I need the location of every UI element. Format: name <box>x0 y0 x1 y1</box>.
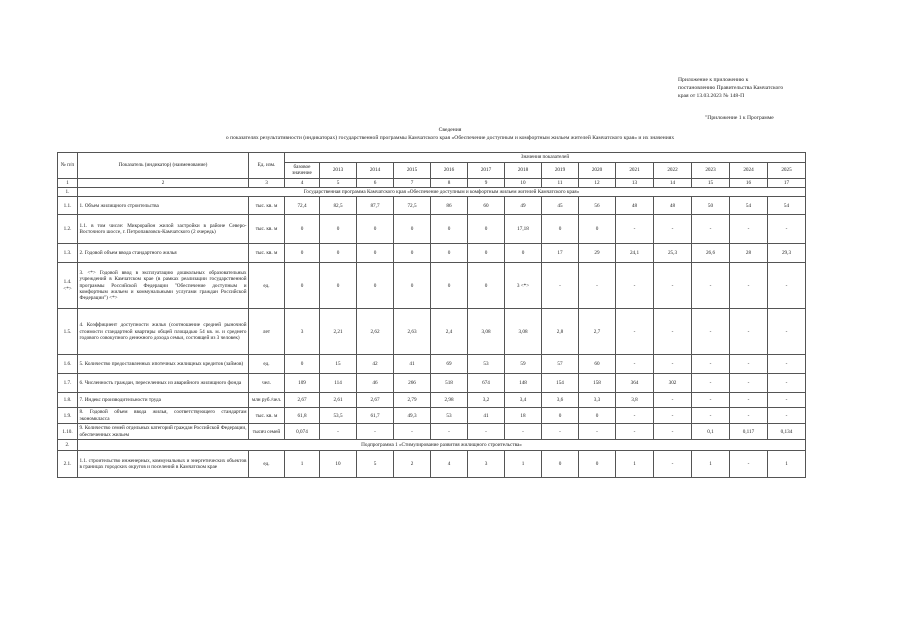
row-number: 1.9. <box>58 408 78 424</box>
value-cell: 2,67 <box>357 393 394 408</box>
indicators-table <box>57 152 806 478</box>
year-header-cell: 2014 <box>357 163 394 179</box>
row-number: 2.1. <box>58 451 78 478</box>
value-cell: 0 <box>357 263 394 309</box>
value-cell: 45 <box>542 197 579 215</box>
column-number-cell: 3 <box>249 178 285 187</box>
value-cell: 0 <box>431 263 468 309</box>
value-cell: - <box>768 215 806 244</box>
value-cell: 60 <box>579 355 616 374</box>
table-row <box>58 424 806 440</box>
appendix-line: постановлению Правительства Камчатского <box>678 85 784 91</box>
title-line: Сведения <box>438 127 462 133</box>
value-cell: - <box>654 309 692 355</box>
value-cell: 0 <box>285 244 320 263</box>
appendix-note <box>678 76 868 100</box>
value-cell: - <box>468 424 505 440</box>
value-cell: - <box>579 424 616 440</box>
value-cell: 2 <box>394 451 431 478</box>
value-cell: 2,7 <box>579 309 616 355</box>
unit-cell: тыс. кв. м <box>249 197 285 215</box>
year-header-cell: 2018 <box>505 163 542 179</box>
value-cell: 0 <box>542 451 579 478</box>
year-header-cell: 2021 <box>616 163 654 179</box>
value-cell: 82,5 <box>320 197 357 215</box>
value-cell: 1 <box>505 451 542 478</box>
unit-cell: ед. <box>249 263 285 309</box>
unit-cell: чел. <box>249 374 285 393</box>
value-cell: - <box>768 393 806 408</box>
value-cell: - <box>768 309 806 355</box>
value-cell: 49,3 <box>394 408 431 424</box>
value-cell: 41 <box>468 408 505 424</box>
value-cell: 3,6 <box>542 393 579 408</box>
value-cell: 0 <box>394 263 431 309</box>
column-number-cell: 12 <box>579 178 616 187</box>
value-cell: - <box>730 355 768 374</box>
table-row <box>58 408 806 424</box>
value-cell: 86 <box>431 197 468 215</box>
value-cell: 3,3 <box>579 393 616 408</box>
table-row <box>58 215 806 244</box>
value-cell: 72,4 <box>285 197 320 215</box>
value-cell: - <box>730 408 768 424</box>
value-cell: - <box>320 424 357 440</box>
value-cell: 1 <box>768 451 806 478</box>
value-cell: - <box>579 263 616 309</box>
value-cell: - <box>730 263 768 309</box>
value-cell: 674 <box>468 374 505 393</box>
value-cell: 2,8 <box>542 309 579 355</box>
value-cell: 2,79 <box>394 393 431 408</box>
header-cell: Ед. изм. <box>249 153 285 179</box>
value-cell: 3,08 <box>468 309 505 355</box>
value-cell: 48 <box>654 197 692 215</box>
unit-cell: ед. <box>249 355 285 374</box>
header-cell: базовое значение <box>285 163 320 179</box>
row-number: 2. <box>58 440 78 451</box>
value-cell: 69 <box>431 355 468 374</box>
row-number: 1.2. <box>58 215 78 244</box>
value-cell: 2,67 <box>285 393 320 408</box>
value-cell: 2,4 <box>431 309 468 355</box>
value-cell: 1 <box>692 451 730 478</box>
unit-cell: ед. <box>249 451 285 478</box>
value-cell: - <box>768 408 806 424</box>
section-title: Подпрограмма 1 «Стимулирование развития жилищного строительства» <box>78 440 806 451</box>
value-cell: 0 <box>285 215 320 244</box>
row-number: 1.1. <box>58 197 78 215</box>
column-number-cell: 1 <box>58 178 78 187</box>
value-cell: 54 <box>730 197 768 215</box>
value-cell: 0 <box>320 244 357 263</box>
value-cell: - <box>768 263 806 309</box>
value-cell: 0 <box>394 244 431 263</box>
value-cell: 114 <box>320 374 357 393</box>
value-cell: 3,4 <box>505 393 542 408</box>
year-header-cell: 2017 <box>468 163 505 179</box>
value-cell: - <box>730 451 768 478</box>
unit-cell: тысяч семей <box>249 424 285 440</box>
value-cell: - <box>730 374 768 393</box>
year-header-cell: 2023 <box>692 163 730 179</box>
unit-cell: млн руб./чел. <box>249 393 285 408</box>
table-row <box>58 197 806 215</box>
value-cell: - <box>542 263 579 309</box>
column-number-row <box>58 178 806 187</box>
value-cell: 57 <box>542 355 579 374</box>
value-cell: 15 <box>320 355 357 374</box>
value-cell: - <box>431 424 468 440</box>
row-number: 1.4. <*> <box>58 263 78 309</box>
indicator-name: 8. Годовой объем ввода жилья, соответствующего стандартам экономкласса <box>79 409 247 422</box>
value-cell: 48 <box>616 197 654 215</box>
value-cell: 0,117 <box>730 424 768 440</box>
value-cell: 0 <box>285 263 320 309</box>
appendix-line: Приложение к приложению к <box>678 77 749 83</box>
value-cell: 1 <box>616 451 654 478</box>
value-cell: 0 <box>431 215 468 244</box>
year-header-cell: 2022 <box>654 163 692 179</box>
column-number-cell: 7 <box>394 178 431 187</box>
value-cell: - <box>654 215 692 244</box>
table-row <box>58 451 806 478</box>
value-cell: 0 <box>285 355 320 374</box>
value-cell: 17 <box>542 244 579 263</box>
year-header-cell: 2020 <box>579 163 616 179</box>
value-cell: - <box>730 215 768 244</box>
column-number-cell: 15 <box>692 178 730 187</box>
column-number-cell: 9 <box>468 178 505 187</box>
row-number: 1.8. <box>58 393 78 408</box>
value-cell: 53 <box>468 355 505 374</box>
value-cell: 109 <box>285 374 320 393</box>
value-cell: 148 <box>505 374 542 393</box>
value-cell: - <box>616 215 654 244</box>
value-cell: 0 <box>542 408 579 424</box>
value-cell: 17,18 <box>505 215 542 244</box>
header-cell: № п/п <box>58 153 78 179</box>
value-cell: 0 <box>320 263 357 309</box>
unit-cell: тыс. кв. м <box>249 215 285 244</box>
value-cell: 0 <box>357 244 394 263</box>
document-title <box>120 126 780 142</box>
value-cell: 3 <*> <box>505 263 542 309</box>
value-cell: - <box>654 451 692 478</box>
value-cell: 0 <box>394 215 431 244</box>
column-number-cell: 2 <box>78 178 249 187</box>
value-cell: 42 <box>357 355 394 374</box>
value-cell: 0 <box>579 451 616 478</box>
table-row <box>58 263 806 309</box>
value-cell: 3,08 <box>505 309 542 355</box>
value-cell: 1 <box>285 451 320 478</box>
value-cell: 4 <box>431 451 468 478</box>
value-cell: 364 <box>616 374 654 393</box>
value-cell: - <box>692 393 730 408</box>
table-row <box>58 355 806 374</box>
value-cell: 2,21 <box>320 309 357 355</box>
value-cell: - <box>730 309 768 355</box>
table-row <box>58 393 806 408</box>
indicator-name: 4. Коэффициент доступности жилья (соотношение средней рыночной стоимости стандартной квартиры общей площадью 54 кв. м. и среднего годового совокупного денежного дохода семьи, состоящей из 3 человек) <box>78 309 249 355</box>
value-cell: 0 <box>468 215 505 244</box>
header-cell: Значения показателей <box>285 153 806 163</box>
value-cell: 50 <box>692 197 730 215</box>
row-number: 1.7. <box>58 374 78 393</box>
value-cell: 59 <box>505 355 542 374</box>
value-cell: 41 <box>394 355 431 374</box>
value-cell: 0 <box>468 263 505 309</box>
value-cell: - <box>692 215 730 244</box>
value-cell: 56 <box>579 197 616 215</box>
value-cell: - <box>616 355 654 374</box>
value-cell: 18 <box>505 408 542 424</box>
title-line: о показателях результативности (индикаторах) государственной программы Камчатского края «Обеспечение доступным и комфортным жильем жителей Камчатского края» и их значениях <box>225 135 675 141</box>
section-title: Государственная программа Камчатского края «Обеспечение доступным и комфортным жильем жителей Камчатского края» <box>78 187 806 196</box>
column-number-cell: 16 <box>730 178 768 187</box>
indicator-name: 1.1. в том числе: Микрорайон жилой застройки в районе Северо-Восточного шоссе, г. Петропавловск-Камчатского (2 очередь) <box>78 215 249 244</box>
value-cell: - <box>505 424 542 440</box>
row-number: 1.6. <box>58 355 78 374</box>
value-cell: - <box>692 408 730 424</box>
year-header-cell: 2025 <box>768 163 806 179</box>
value-cell: - <box>616 263 654 309</box>
value-cell: 2,63 <box>394 309 431 355</box>
value-cell: 0 <box>468 244 505 263</box>
value-cell: 46 <box>357 374 394 393</box>
column-number-cell: 10 <box>505 178 542 187</box>
value-cell: 154 <box>542 374 579 393</box>
value-cell: 0 <box>505 244 542 263</box>
indicator-name: 6. Численность граждан, переселенных из аварийного жилищного фонда <box>78 374 249 393</box>
value-cell: 28 <box>730 244 768 263</box>
indicator-name: 9. Количество семей отдельных категорий граждан Российской Федерации, обеспеченных жильем <box>79 425 247 438</box>
table-row <box>58 309 806 355</box>
column-number-cell: 13 <box>616 178 654 187</box>
value-cell: 53 <box>431 408 468 424</box>
value-cell: 266 <box>394 374 431 393</box>
value-cell: 2,98 <box>431 393 468 408</box>
year-header-cell: 2013 <box>320 163 357 179</box>
header-row <box>58 153 806 163</box>
value-cell: 25,3 <box>654 244 692 263</box>
column-number-cell: 11 <box>542 178 579 187</box>
row-number: 1.3. <box>58 244 78 263</box>
value-cell: 61,7 <box>357 408 394 424</box>
value-cell: - <box>616 309 654 355</box>
year-header-cell: 2015 <box>394 163 431 179</box>
value-cell: 0 <box>579 408 616 424</box>
value-cell: 53,5 <box>320 408 357 424</box>
value-cell: - <box>692 309 730 355</box>
section-row <box>58 440 806 451</box>
unit-cell: тыс. кв. м <box>249 408 285 424</box>
value-cell: 0 <box>357 215 394 244</box>
value-cell: - <box>768 355 806 374</box>
value-cell: - <box>768 374 806 393</box>
value-cell: 61,8 <box>285 408 320 424</box>
value-cell: - <box>654 408 692 424</box>
value-cell: 0 <box>579 215 616 244</box>
value-cell: 3 <box>468 451 505 478</box>
value-cell: 3,2 <box>468 393 505 408</box>
value-cell: - <box>692 355 730 374</box>
value-cell: 2,61 <box>320 393 357 408</box>
value-cell: - <box>654 424 692 440</box>
value-cell: - <box>654 263 692 309</box>
value-cell: - <box>654 393 692 408</box>
value-cell: - <box>357 424 394 440</box>
indicator-name: 5. Количество предоставленных ипотечных жилищных кредитов (займов) <box>78 355 249 374</box>
value-cell: 26,6 <box>692 244 730 263</box>
value-cell: 158 <box>579 374 616 393</box>
value-cell: 54 <box>768 197 806 215</box>
value-cell: 24,1 <box>616 244 654 263</box>
value-cell: 302 <box>654 374 692 393</box>
unit-cell: лет <box>249 309 285 355</box>
header-cell: Показатель (индикатор) (наименование) <box>78 153 249 179</box>
indicator-name: 1.1. строительство инженерных, коммунальных и энергетических объектов в границах городских округов и поселений в Камчатском крае <box>78 451 249 478</box>
year-header-cell: 2019 <box>542 163 579 179</box>
value-cell: 0,1 <box>692 424 730 440</box>
table-row <box>58 244 806 263</box>
value-cell: - <box>654 355 692 374</box>
appendix-program-note: "Приложение 1 к Программе <box>705 115 774 121</box>
unit-cell: тыс. кв. м <box>249 244 285 263</box>
value-cell: - <box>692 263 730 309</box>
column-number-cell: 17 <box>768 178 806 187</box>
value-cell: 3 <box>285 309 320 355</box>
value-cell: - <box>542 424 579 440</box>
value-cell: 49 <box>505 197 542 215</box>
indicator-name: 3. <*> Годовой ввод в эксплуатацию дошкольных образовательных учреждений в Камчатском крае (в рамках реализации государственной программы Российской Федерации "Обеспечение доступным и комфортным жильем и коммунальными услугами граждан Российской Федерации") <*> <box>78 263 249 309</box>
year-header-cell: 2016 <box>431 163 468 179</box>
value-cell: 0,134 <box>768 424 806 440</box>
value-cell: 29 <box>579 244 616 263</box>
indicator-name: 2. Годовой объем ввода стандартного жилья <box>78 244 249 263</box>
column-number-cell: 6 <box>357 178 394 187</box>
value-cell: - <box>394 424 431 440</box>
value-cell: - <box>730 393 768 408</box>
value-cell: 0 <box>542 215 579 244</box>
indicator-name: 7. Индекс производительности труда <box>78 393 249 408</box>
column-number-cell: 14 <box>654 178 692 187</box>
value-cell: 72,5 <box>394 197 431 215</box>
value-cell: - <box>616 408 654 424</box>
value-cell: 5 <box>357 451 394 478</box>
column-number-cell: 5 <box>320 178 357 187</box>
value-cell: 0,074 <box>285 424 320 440</box>
value-cell: 10 <box>320 451 357 478</box>
value-cell: 87,7 <box>357 197 394 215</box>
column-number-cell: 4 <box>285 178 320 187</box>
indicator-name: 1. Объем жилищного строительства <box>78 197 249 215</box>
value-cell: 60 <box>468 197 505 215</box>
value-cell: 3,8 <box>616 393 654 408</box>
appendix-line: края от 13.03.2023 № 148-П <box>678 93 745 99</box>
value-cell: 2,62 <box>357 309 394 355</box>
row-number: 1.10. <box>58 424 78 440</box>
value-cell: 29,3 <box>768 244 806 263</box>
value-cell: 0 <box>431 244 468 263</box>
row-number: 1.5. <box>58 309 78 355</box>
value-cell: - <box>616 424 654 440</box>
value-cell: 518 <box>431 374 468 393</box>
column-number-cell: 8 <box>431 178 468 187</box>
row-number: 1. <box>58 187 78 196</box>
year-header-cell: 2024 <box>730 163 768 179</box>
section-row <box>58 187 806 196</box>
value-cell: 0 <box>320 215 357 244</box>
table-row <box>58 374 806 393</box>
value-cell: - <box>692 374 730 393</box>
